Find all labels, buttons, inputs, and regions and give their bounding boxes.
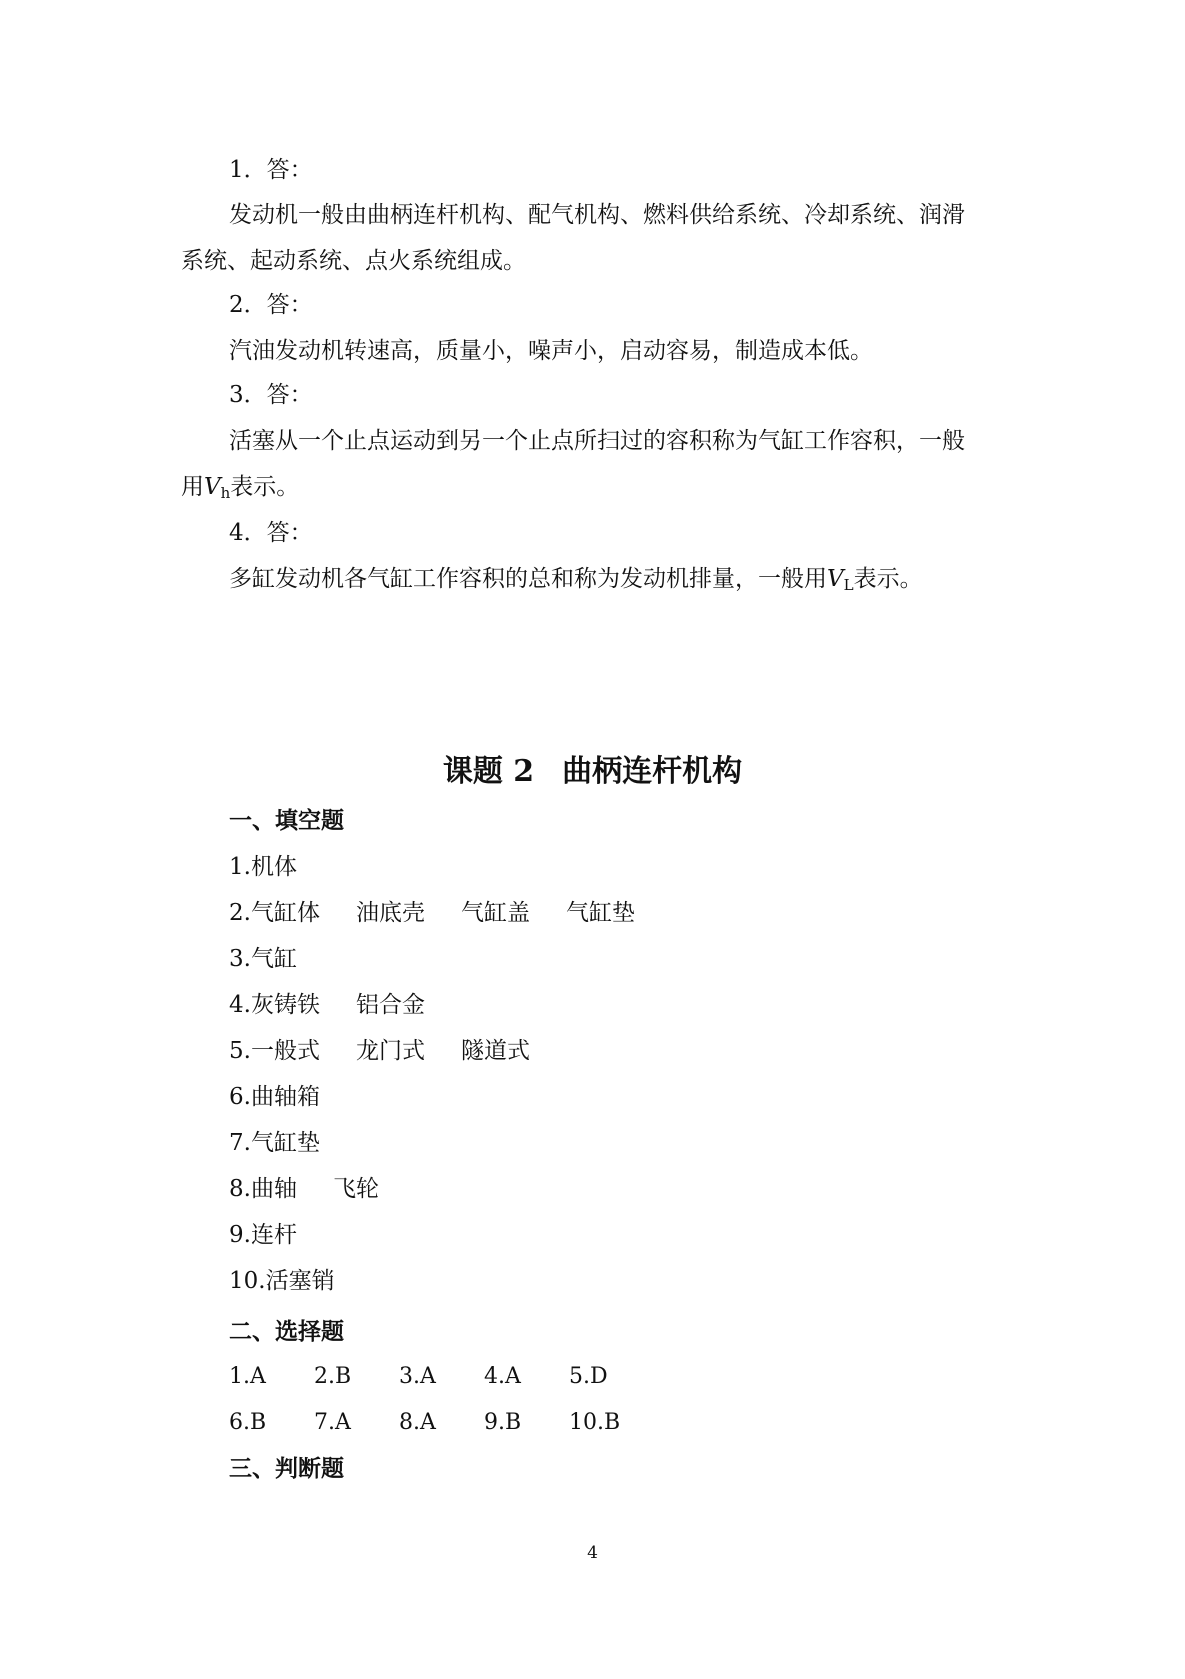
fill-blank-answer: 6.曲轴箱 [229,1084,320,1110]
fill-blank-answer: 油底壳 [355,900,425,926]
answer-2-number: 2．答： [229,292,313,318]
choice-answer: 1.A [229,1364,266,1389]
section-fill-blank-heading: 一、填空题 [229,807,344,834]
answer-4-suffix: 表示。 [853,566,923,592]
fill-blank-answer: 龙门式 [355,1038,425,1064]
answer-3-number: 3．答： [229,382,313,408]
choice-answer: 2.B [314,1364,352,1389]
fill-blank-answer: 飞轮 [332,1176,379,1202]
section-judgement-heading: 三、判断题 [229,1455,344,1482]
fill-blank-answer: 10.活塞销 [229,1268,335,1294]
choice-answer: 7.A [314,1410,351,1435]
fill-blank-answer: 气缸垫 [565,900,635,926]
lesson-title [0,752,1185,792]
fill-blank-answer: 3.气缸 [229,946,297,972]
answer-3-text-line-1: 活塞从一个止点运动到另一个止点所扫过的容积称为气缸工作容积，一般 [229,428,965,454]
answer-3-suffix: 表示。 [230,474,300,500]
fill-blank-answer: 7.气缸垫 [229,1130,320,1156]
choice-answer: 10.B [569,1410,621,1435]
answer-4-prefix: 多缸发动机各气缸工作容积的总和称为发动机排量，一般用 [229,566,827,592]
fill-blank-item [229,944,297,974]
lesson-name: 曲柄连杆机构 [562,754,743,789]
answer-1-text-line-1: 发动机一般由曲柄连杆机构、配气机构、燃料供给系统、冷却系统、润滑 [229,202,965,228]
fill-blank-item [229,1220,297,1250]
choice-answer: 8.A [399,1410,436,1435]
choice-answer: 4.A [484,1364,521,1389]
fill-blank-answer: 4.灰铸铁 [229,992,320,1018]
fill-blank-item [229,1128,320,1158]
fill-blank-answer: 1.机体 [229,854,297,880]
choice-answers-row-2 [229,1408,654,1438]
fill-blank-item [229,898,635,928]
fill-blank-item [229,1082,320,1112]
math-subscript: L [843,576,854,594]
fill-blank-answer: 9.连杆 [229,1222,297,1248]
fill-blank-answer: 铝合金 [355,992,425,1018]
fill-blank-answer: 气缸盖 [460,900,530,926]
fill-blank-item [229,990,425,1020]
volume-symbol-vh [204,474,230,500]
choice-answers-row-1 [229,1362,654,1392]
page-number: 4 [587,1543,598,1563]
fill-blank-answer: 2.气缸体 [229,900,320,926]
fill-blank-item [229,1266,335,1296]
fill-blank-answer: 8.曲轴 [229,1176,297,1202]
choice-answer: 5.D [569,1364,608,1389]
fill-blank-item [229,852,297,882]
answer-3-prefix: 用 [181,474,204,500]
math-variable: V [827,566,844,592]
volume-symbol-vl [827,566,854,592]
choice-answer: 3.A [399,1364,436,1389]
fill-blank-item [229,1036,530,1066]
fill-blank-answer: 5.一般式 [229,1038,320,1064]
answer-1-number: 1．答： [229,157,313,183]
section-choice-heading: 二、选择题 [229,1318,344,1345]
fill-blank-item [229,1174,379,1204]
answer-2-text: 汽油发动机转速高，质量小，噪声小，启动容易，制造成本低。 [229,338,873,364]
choice-answer: 9.B [484,1410,522,1435]
fill-blank-answer: 隧道式 [460,1038,530,1064]
choice-answer: 6.B [229,1410,267,1435]
answer-4-text [229,564,923,600]
lesson-number: 课题 2 [442,754,535,789]
answer-1-text-line-2: 系统、起动系统、点火系统组成。 [181,248,526,274]
answer-4-number: 4．答： [229,520,313,546]
math-subscript: h [220,484,231,502]
answer-3-text-line-2 [181,472,299,508]
math-variable: V [204,474,221,500]
